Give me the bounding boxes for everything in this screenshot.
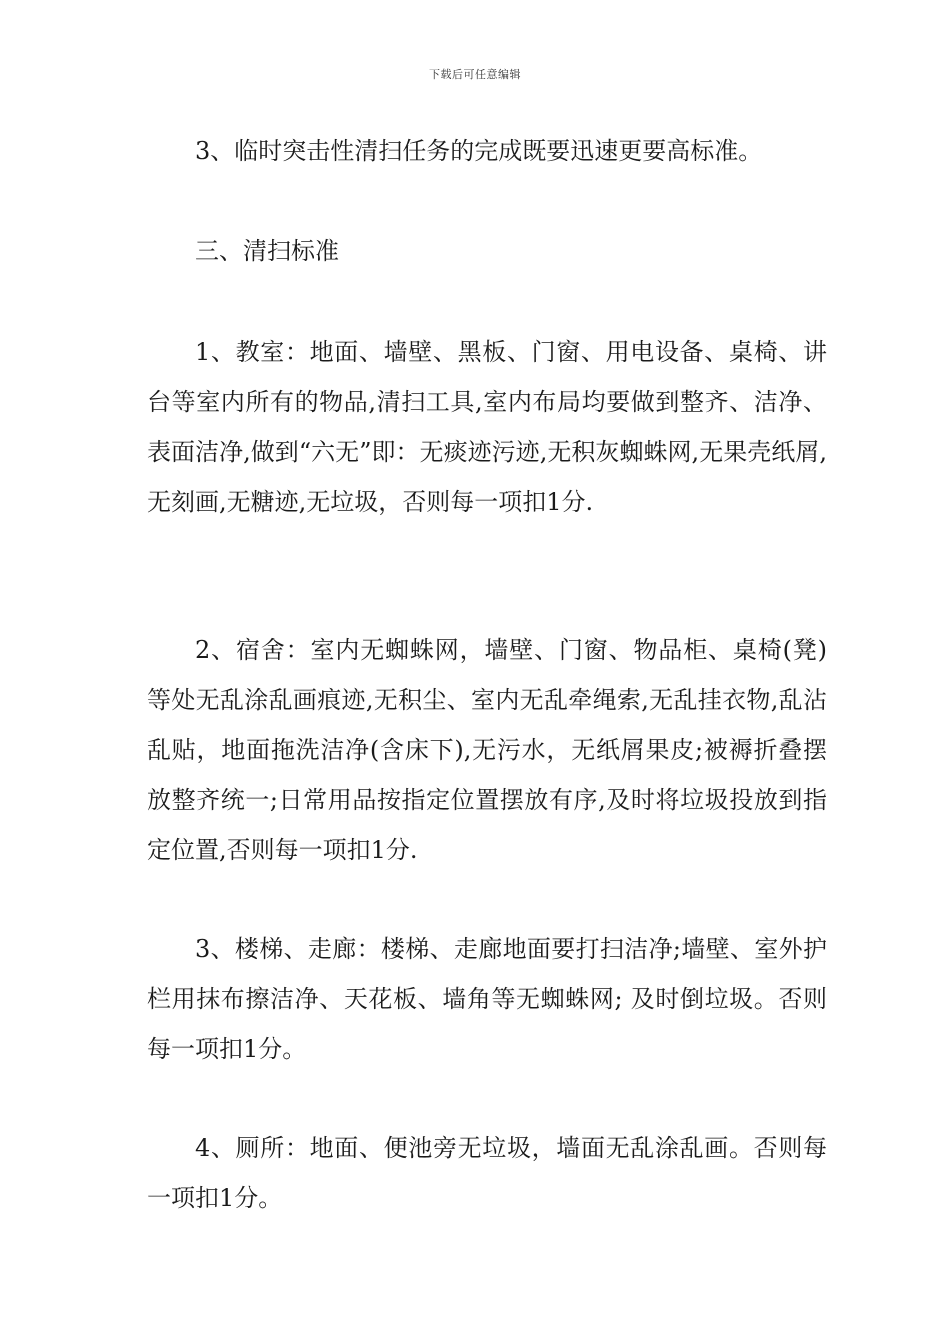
page-header: 下载后可任意编辑 — [429, 68, 521, 81]
paragraph-dormitory: 2、宿舍：室内无蜘蛛网，墙壁、门窗、物品柜、桌椅(凳)等处无乱涂乱画痕迹,无积尘、室内无乱牵绳索,无乱挂衣物,乱沾乱贴，地面拖洗洁净(含床下),无污水，无纸屑果皮;被褥折叠摆放整齐统一;日常用品按指定位置摆放有序,及时将垃圾投放到指定位置,否则每一项扣1分. — [147, 636, 827, 864]
section-heading-cleaning-standards: 三、清扫标准 — [195, 237, 339, 265]
paragraph-toilet: 4、厕所：地面、便池旁无垃圾，墙面无乱涂乱画。否则每一项扣1分。 — [147, 1134, 827, 1212]
paragraph-classroom: 1、教室：地面、墙壁、黑板、门窗、用电设备、桌椅、讲台等室内所有的物品,清扫工具,室内布局均要做到整齐、洁净、表面洁净,做到“六无”即：无痰迹污迹,无积灰蜘蛛网,无果壳纸屑,无刻画,无糖迹,无垃圾，否则每一项扣1分. — [147, 338, 827, 516]
paragraph-temporary-cleaning: 3、临时突击性清扫任务的完成既要迅速更要高标准。 — [195, 137, 763, 165]
paragraph-stairs-corridor: 3、楼梯、走廊：楼梯、走廊地面要打扫洁净;墙壁、室外护栏用抹布擦洁净、天花板、墙角等无蜘蛛网; 及时倒垃圾。否则每一项扣1分。 — [147, 935, 827, 1063]
